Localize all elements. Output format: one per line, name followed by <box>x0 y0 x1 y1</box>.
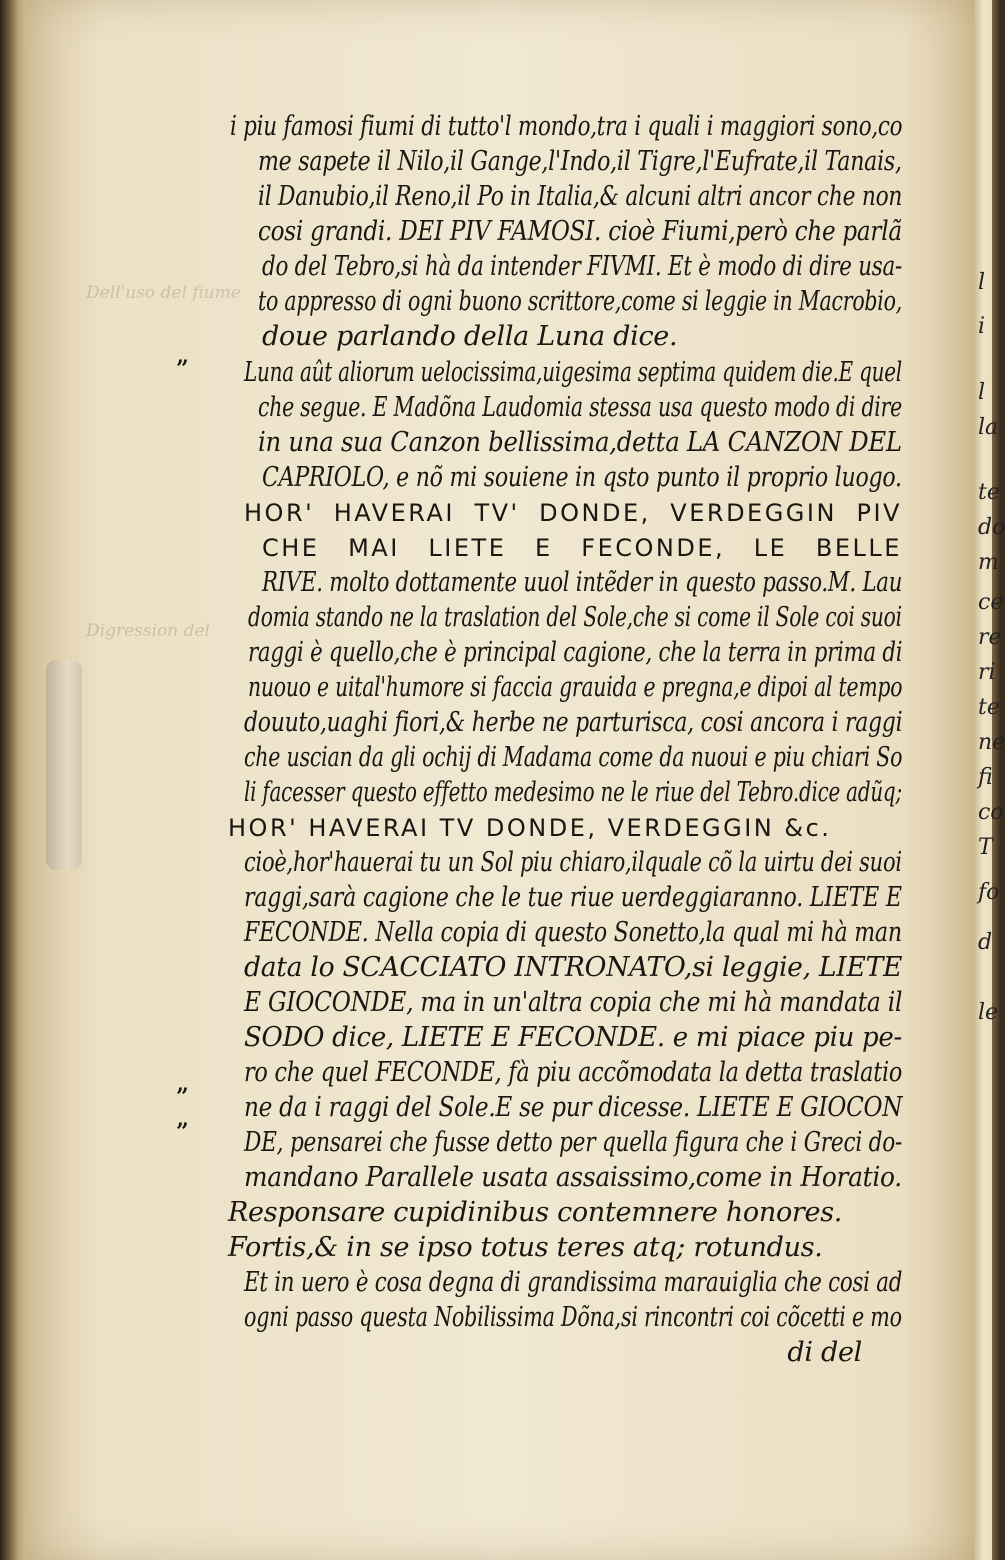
text-line-content: mandano Parallele usata assaissimo,come in Horatio. <box>244 1162 902 1193</box>
text-line <box>244 1301 902 1335</box>
text-line <box>244 881 902 915</box>
strip-letter: l <box>978 270 986 295</box>
text-line <box>244 986 902 1020</box>
strip-letter: m <box>978 550 999 575</box>
strip-letter: ri <box>978 660 996 685</box>
text-line-content: to appresso di ogni buono scrittore,come si leggie in Macrobio, <box>258 286 903 317</box>
text-line <box>262 320 902 354</box>
catchword <box>244 1336 862 1370</box>
text-line-content: cosi grandi. DEI PIV FAMOSI. cioè Fiumi,però che parlã <box>258 216 902 247</box>
text-line-content: domia stando ne la traslation del Sole,che si come il Sole coi suoi <box>248 602 902 633</box>
text-line <box>258 215 902 249</box>
text-line-content: HOR' HAVERAI TV' DONDE, VERDEGGIN PIV <box>244 499 902 527</box>
text-line-content: Luna aût aliorum uelocissima,uigesima septima quidem die.E quel <box>244 357 902 388</box>
text-line <box>244 846 902 880</box>
strip-letter: fo <box>978 880 1000 905</box>
text-line-content: data lo SCACCIATO INTRONATO,si leggie, LIETE <box>244 952 903 983</box>
strip-letter: co <box>978 800 1004 825</box>
text-line-content: doue parlando della Luna dice. <box>262 321 678 352</box>
strip-letter: fi <box>978 765 993 790</box>
text-line-content: i piu famosi fiumi di tutto'l mondo,tra i quali i maggiori sono,co <box>230 111 903 142</box>
text-line-content: FECONDE. Nella copia di questo Sonetto,la qual mi hà man <box>244 917 902 948</box>
text-line <box>262 250 902 284</box>
text-line-content: do del Tebro,si hà da intender FIVMI. Et è modo di dire usa- <box>262 251 903 282</box>
text-line <box>258 391 902 425</box>
strip-letter: ne <box>978 730 1005 755</box>
strip-letter: te <box>978 480 1000 505</box>
text-line-content: ne da i raggi del Sole.E se pur dicesse. LIETE E GIOCON <box>244 1092 903 1123</box>
text-line-content: RIVE. molto dottamente uuol intẽder in questo passo.M. Lau <box>262 567 903 598</box>
text-line <box>244 741 902 775</box>
text-line <box>258 426 902 460</box>
text-line-content: Et in uero è cosa degna di grandissima marauiglia che cosi ad <box>244 1267 903 1298</box>
strip-letter: do <box>978 515 1005 540</box>
quote-mark: ” <box>176 356 189 382</box>
text-line <box>244 1266 902 1300</box>
text-line-content: raggi,sarà cagione che le tue riue uerdeggiaranno. LIETE E <box>244 882 902 913</box>
quote-mark: ” <box>176 1084 189 1110</box>
strip-letter: l <box>978 380 986 405</box>
text-line <box>244 1056 902 1090</box>
text-line <box>244 916 902 950</box>
text-line <box>262 566 902 600</box>
catchword-text: di del <box>787 1337 862 1368</box>
text-line-content: CHE MAI LIETE E FECONDE, LE BELLE <box>262 534 902 562</box>
text-line-content: HOR' HAVERAI TV DONDE, VERDEGGIN &c. <box>228 814 832 842</box>
text-line <box>228 811 902 845</box>
text-line-content: douuto,uaghi fiori,& herbe ne parturisca, cosi ancora i raggi <box>244 707 903 738</box>
strip-letter: la <box>978 415 999 440</box>
show-through-margin-note: Dell'uso del fiume <box>86 283 241 303</box>
strip-letter: te <box>978 695 1000 720</box>
text-line <box>230 110 902 144</box>
text-line <box>258 145 902 179</box>
text-line-content: me sapete il Nilo,il Gange,l'Indo,il Tigre,l'Eufrate,il Tanais, <box>258 146 902 177</box>
text-line-content: Fortis,& in se ipso totus teres atq; rotundus. <box>228 1232 823 1263</box>
strip-letter: ce <box>978 590 1004 615</box>
text-line-content: che segue. E Madõna Laudomia stessa usa questo modo di dire <box>258 392 903 423</box>
text-line-content: li facesser questo effetto medesimo ne le riue del Tebro.dice adũq; <box>244 777 902 808</box>
text-line <box>244 1021 902 1055</box>
text-line-content: raggi è quello,che è principal cagione, che la terra in prima di <box>248 637 903 668</box>
text-line-content: nuouo e uital'humore si faccia grauida e pregna,e dipoi al tempo <box>248 672 903 703</box>
strip-letter: d <box>978 930 993 955</box>
text-line-content: CAPRIOLO, e nõ mi souiene in qsto punto il proprio luogo. <box>262 462 902 493</box>
text-line-content: DE, pensarei che fusse detto per quella figura che i Greci do- <box>244 1127 903 1158</box>
text-line <box>244 1126 902 1160</box>
text-line <box>244 706 902 740</box>
quote-mark: ” <box>176 1119 189 1145</box>
text-line <box>244 1161 902 1195</box>
text-line <box>228 1231 902 1265</box>
text-line <box>244 496 902 530</box>
text-line <box>248 601 902 635</box>
show-through-margin-note: Digression del <box>86 621 210 641</box>
text-line-content: cioè,hor'hauerai tu un Sol piu chiaro,ilquale cõ la uirtu dei suoi <box>244 847 902 878</box>
text-line <box>262 531 902 565</box>
text-line <box>248 636 902 670</box>
text-line <box>258 285 902 319</box>
text-line-content: SODO dice, LIETE E FECONDE. e mi piace piu pe- <box>244 1022 903 1053</box>
text-line-content: Responsare cupidinibus contemnere honores. <box>228 1197 843 1228</box>
text-line <box>258 180 902 214</box>
text-line-content: in una sua Canzon bellissima,detta LA CANZON DEL <box>258 427 902 458</box>
text-line-content: il Danubio,il Reno,il Po in Italia,& alcuni altri ancor che non <box>258 181 903 212</box>
text-line-content: ro che quel FECONDE, fà piu accõmodata la detta traslatio <box>244 1057 903 1088</box>
strip-letter: i <box>978 314 986 339</box>
text-line-content: che uscian da gli ochij di Madama come da nuoui e piu chiari So <box>244 742 903 773</box>
text-line <box>248 671 902 705</box>
text-line <box>244 776 902 810</box>
strip-letter: re <box>978 625 1002 650</box>
text-line <box>244 951 902 985</box>
text-line-content: ogni passo questa Nobilissima Dõna,si rincontri coi cõcetti e mo <box>244 1302 902 1333</box>
strip-letter: le <box>978 1000 999 1025</box>
text-line <box>244 1091 902 1125</box>
text-line <box>262 461 902 495</box>
text-line <box>228 1196 902 1230</box>
strip-letter: T <box>978 835 993 860</box>
text-line-content: E GIOCONDE, ma in un'altra copia che mi hà mandata il <box>244 987 903 1018</box>
text-line <box>244 356 902 390</box>
